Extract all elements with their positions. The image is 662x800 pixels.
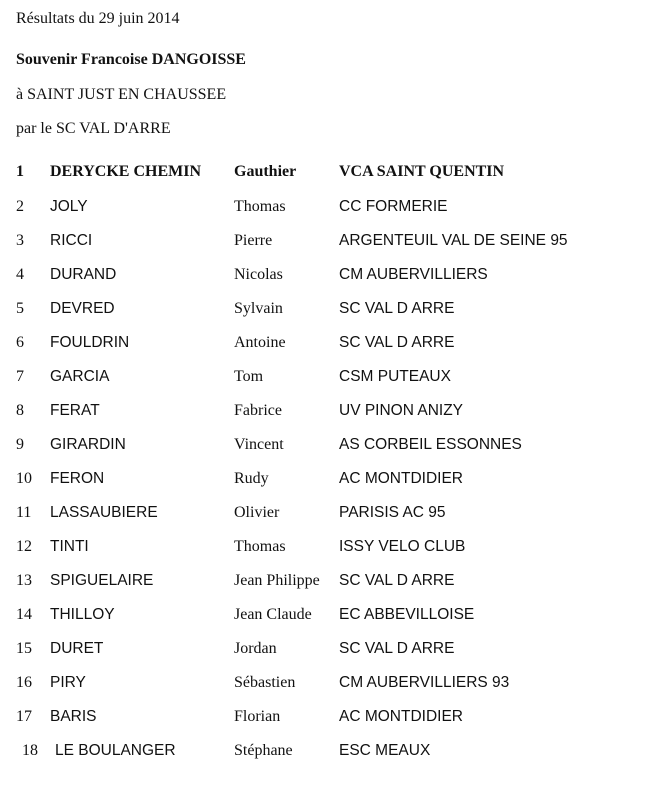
result-rank: 11	[16, 504, 32, 521]
result-row	[0, 297, 662, 321]
result-last-name: DERYCKE CHEMIN	[50, 163, 201, 180]
result-rank: 13	[16, 572, 32, 589]
result-first-name: Florian	[234, 708, 281, 725]
result-last-name: FOULDRIN	[50, 334, 130, 351]
result-last-name: DURAND	[50, 266, 117, 283]
result-club: UV PINON ANIZY	[339, 402, 464, 419]
result-row	[0, 637, 662, 661]
result-club: AC MONTDIDIER	[339, 708, 463, 725]
result-row	[0, 229, 662, 253]
result-row	[0, 433, 662, 457]
event-title: Souvenir Francoise DANGOISSE	[16, 51, 246, 68]
result-last-name: PIRY	[50, 674, 86, 691]
result-club: VCA SAINT QUENTIN	[339, 163, 505, 180]
result-club: CC FORMERIE	[339, 198, 448, 215]
result-first-name: Vincent	[234, 436, 284, 453]
result-row	[0, 365, 662, 389]
result-last-name: FERON	[50, 470, 105, 487]
result-last-name: GARCIA	[50, 368, 110, 385]
result-first-name: Jordan	[234, 640, 277, 657]
result-rank: 15	[16, 640, 32, 657]
result-rank: 16	[16, 674, 32, 691]
result-first-name: Sylvain	[234, 300, 283, 317]
result-rank: 1	[16, 163, 24, 180]
result-first-name: Stéphane	[234, 742, 293, 759]
result-rank: 7	[16, 368, 24, 385]
result-rank: 6	[16, 334, 24, 351]
result-first-name: Pierre	[234, 232, 273, 249]
result-club: SC VAL D ARRE	[339, 640, 455, 657]
result-club: PARISIS AC 95	[339, 504, 446, 521]
result-last-name: JOLY	[50, 198, 88, 215]
result-last-name: THILLOY	[50, 606, 115, 623]
result-rank: 14	[16, 606, 32, 623]
result-last-name: RICCI	[50, 232, 93, 249]
result-first-name: Tom	[234, 368, 264, 385]
result-club: CM AUBERVILLIERS	[339, 266, 488, 283]
result-rank: 3	[16, 232, 24, 249]
result-rank: 17	[16, 708, 32, 725]
result-row	[0, 263, 662, 287]
result-row	[0, 705, 662, 729]
result-club: EC ABBEVILLOISE	[339, 606, 475, 623]
result-rank: 18	[22, 742, 38, 759]
result-first-name: Thomas	[234, 538, 286, 555]
result-rank: 12	[16, 538, 32, 555]
result-rank: 10	[16, 470, 32, 487]
result-last-name: TINTI	[50, 538, 89, 555]
result-club: CSM PUTEAUX	[339, 368, 451, 385]
result-row	[0, 160, 662, 184]
result-rank: 8	[16, 402, 24, 419]
result-rank: 5	[16, 300, 24, 317]
result-club: AS CORBEIL ESSONNES	[339, 436, 522, 453]
result-club: SC VAL D ARRE	[339, 334, 455, 351]
result-first-name: Sébastien	[234, 674, 296, 691]
result-first-name: Fabrice	[234, 402, 282, 419]
result-first-name: Gauthier	[234, 163, 297, 180]
event-location: à SAINT JUST EN CHAUSSEE	[16, 86, 227, 103]
result-first-name: Olivier	[234, 504, 280, 521]
result-first-name: Antoine	[234, 334, 286, 351]
result-last-name: DEVRED	[50, 300, 115, 317]
result-first-name: Rudy	[234, 470, 269, 487]
result-row	[0, 501, 662, 525]
result-rank: 4	[16, 266, 24, 283]
result-row	[0, 739, 662, 763]
result-club: SC VAL D ARRE	[339, 572, 455, 589]
result-last-name: FERAT	[50, 402, 100, 419]
result-rank: 9	[16, 436, 24, 453]
result-last-name: DURET	[50, 640, 104, 657]
result-first-name: Nicolas	[234, 266, 283, 283]
result-club: ARGENTEUIL VAL DE SEINE 95	[339, 232, 568, 249]
event-organizer: par le SC VAL D'ARRE	[16, 120, 171, 137]
result-last-name: BARIS	[50, 708, 97, 725]
result-row	[0, 569, 662, 593]
result-club: ESC MEAUX	[339, 742, 431, 759]
result-club: SC VAL D ARRE	[339, 300, 455, 317]
result-first-name: Jean Philippe	[234, 572, 320, 589]
result-last-name: GIRARDIN	[50, 436, 126, 453]
result-club: CM AUBERVILLIERS 93	[339, 674, 510, 691]
result-last-name: SPIGUELAIRE	[50, 572, 154, 589]
result-first-name: Thomas	[234, 198, 286, 215]
result-last-name: LASSAUBIERE	[50, 504, 158, 521]
result-row	[0, 399, 662, 423]
result-row	[0, 671, 662, 695]
result-row	[0, 331, 662, 355]
result-row	[0, 535, 662, 559]
result-first-name: Jean Claude	[234, 606, 312, 623]
results-date: Résultats du 29 juin 2014	[16, 10, 180, 27]
result-row	[0, 603, 662, 627]
result-club: AC MONTDIDIER	[339, 470, 463, 487]
result-row	[0, 195, 662, 219]
result-last-name: LE BOULANGER	[55, 742, 176, 759]
result-club: ISSY VELO CLUB	[339, 538, 466, 555]
result-row	[0, 467, 662, 491]
result-rank: 2	[16, 198, 24, 215]
